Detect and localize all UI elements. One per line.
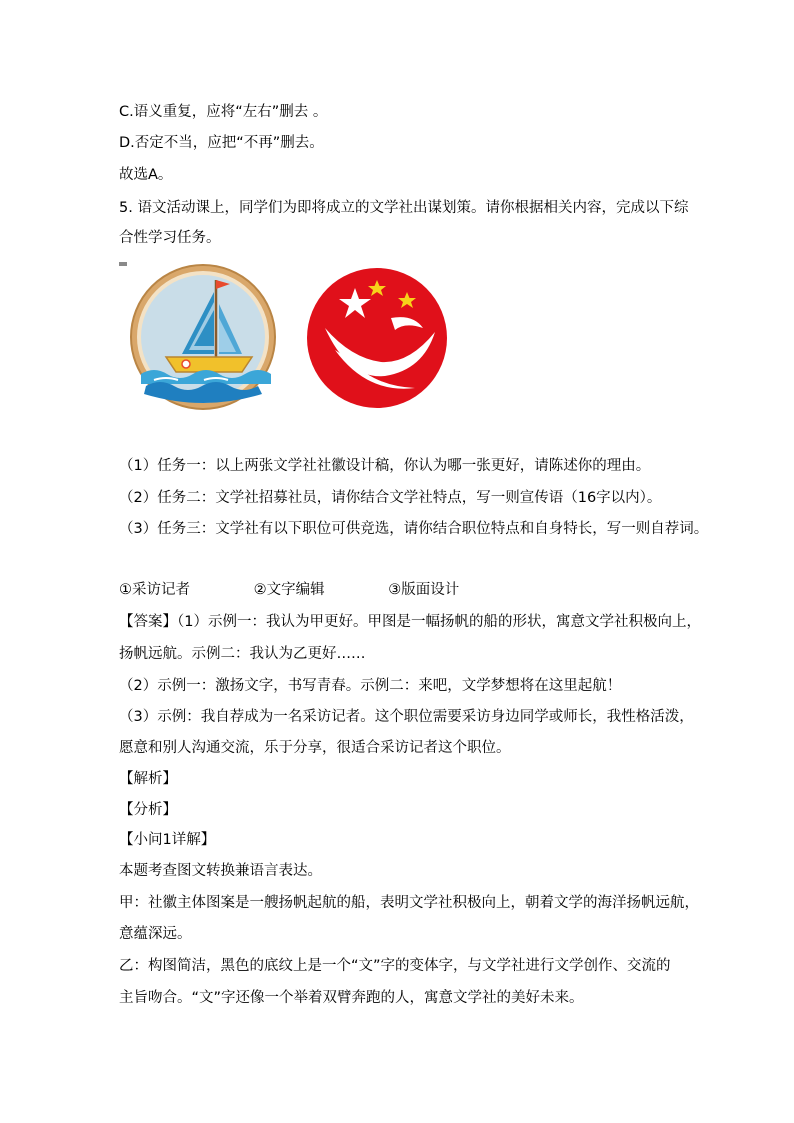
wen-character-emblem — [305, 266, 449, 410]
answer-1-line-1: 【答案】（1）示例一：我认为甲更好。甲图是一幅扬帆的船的形状，寓意文学社积极向上， — [119, 614, 701, 630]
section-heading-subquestion-1: 【小问1详解】 — [119, 832, 216, 848]
sailboat-emblem — [124, 262, 282, 412]
explanation-line-2: 甲：社徽主体图案是一艘扬帆起航的船，表明文学社积极向上，朝着文学的海洋扬帆远航， — [119, 895, 699, 911]
answer-3-line-2: 愿意和别人沟通交流，乐于分享，很适合采访记者这个职位。 — [119, 740, 511, 756]
question-5-stem: 5. 语文活动课上，同学们为即将成立的文学社出谋划策。请你根据相关内容，完成以下综 — [119, 200, 689, 216]
role-option-reporter: ①采访记者 — [119, 582, 190, 598]
answer-1-line-2: 扬帆远航。示例二：我认为乙更好…… — [119, 646, 366, 662]
answer-choice-text: 故选A。 — [119, 167, 173, 183]
explanation-line-1: 本题考查图文转换兼语言表达。 — [119, 863, 322, 879]
option-d-text: D.否定不当，应把“不再”删去。 — [119, 135, 324, 151]
task-3-text: （3）任务三：文学社有以下职位可供竞选，请你结合职位特点和自身特长，写一则自荐词。 — [119, 521, 709, 537]
emblem-designs — [119, 262, 449, 412]
answer-3-line-1: （3）示例：我自荐成为一名采访记者。这个职位需要采访身边同学或师长，我性格活泼， — [119, 709, 694, 725]
answer-2-text: （2）示例一：激扬文字，书写青春。示例二：来吧，文学梦想将在这里起航！ — [119, 678, 622, 694]
role-option-editor: ②文字编辑 — [253, 582, 325, 598]
task-1-text: （1）任务一：以上两张文学社社徽设计稿，你认为哪一张更好，请陈述你的理由。 — [119, 458, 651, 474]
option-c-text: C.语义重复，应将“左右”删去 。 — [119, 104, 328, 120]
role-options — [119, 580, 459, 600]
explanation-line-4: 乙：构图简洁，黑色的底纹上是一个“文”字的变体字，与文学社进行文学创作、交流的 — [119, 958, 671, 974]
role-option-designer: ③版面设计 — [388, 582, 460, 598]
task-2-text: （2）任务二：文学社招募社员，请你结合文学社特点，写一则宣传语（16字以内）。 — [119, 490, 662, 506]
explanation-line-5: 主旨吻合。“文”字还像一个举着双臂奔跑的人，寓意文学社的美好未来。 — [119, 990, 584, 1006]
section-heading-breakdown: 【分析】 — [119, 802, 177, 818]
question-5-stem-cont: 合性学习任务。 — [119, 230, 221, 246]
explanation-line-3: 意蕴深远。 — [119, 926, 192, 942]
section-heading-analysis: 【解析】 — [119, 771, 177, 787]
